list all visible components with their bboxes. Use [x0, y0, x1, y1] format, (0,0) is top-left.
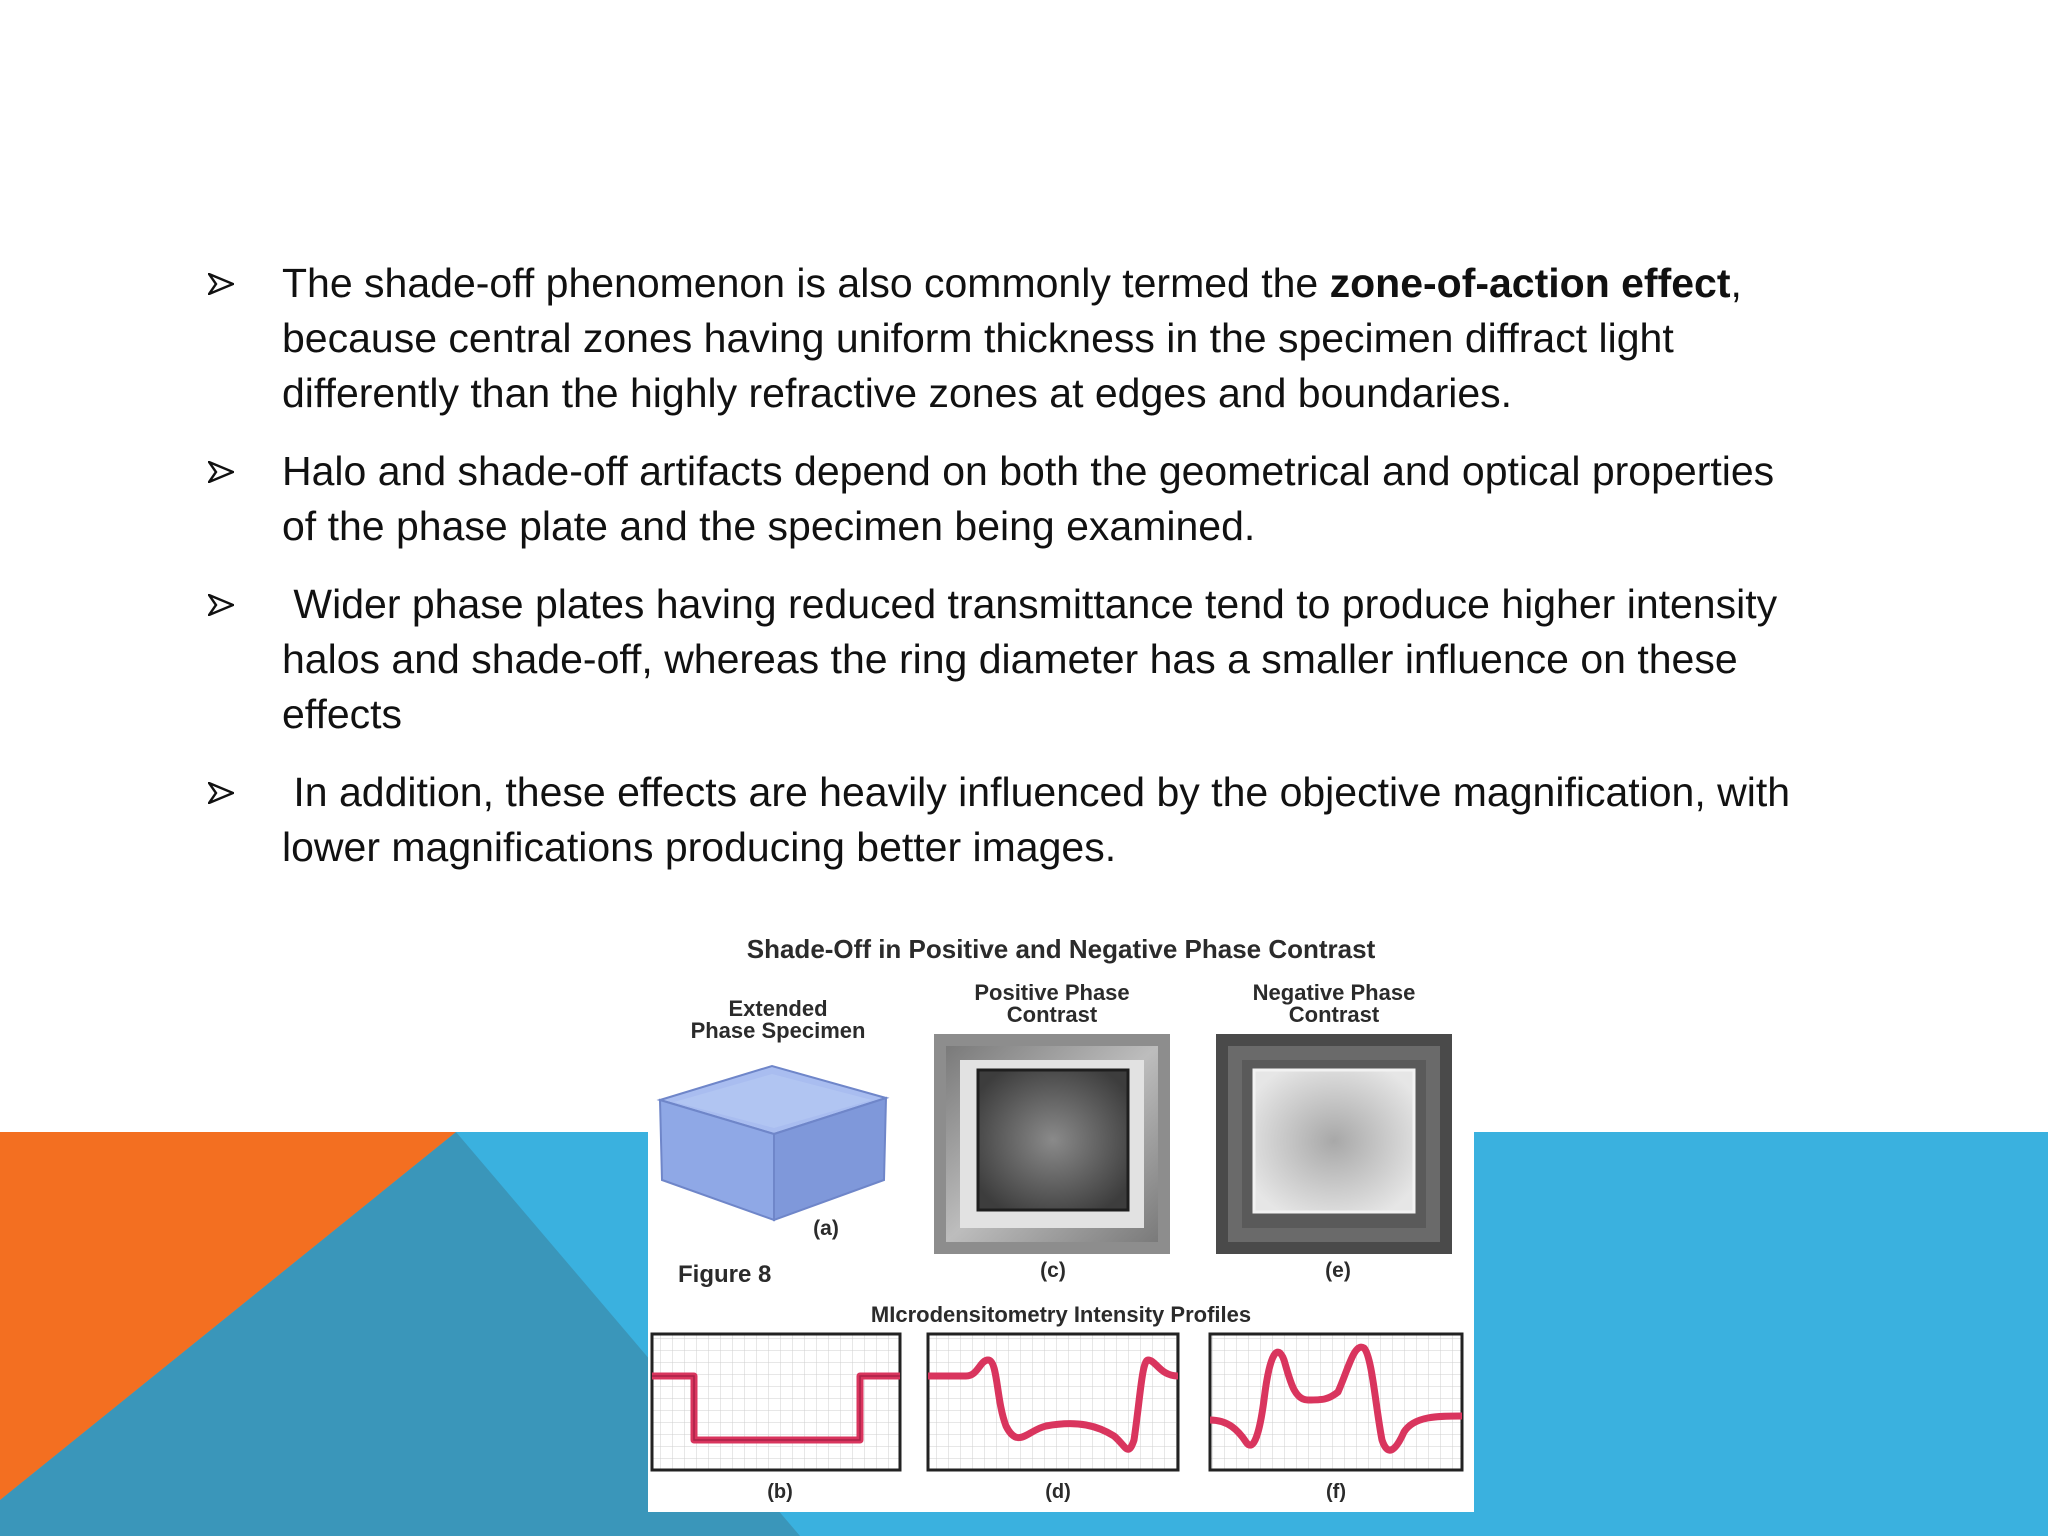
arrow-bullet-icon: [206, 577, 236, 632]
positive-contrast-image: [934, 1034, 1170, 1254]
panel-b-label: (b): [767, 1481, 793, 1503]
negative-contrast-image: [1216, 1034, 1452, 1254]
bullet-text: Halo and shade-off artifacts depend on both the geometrical and optical properties of the phase plate and the specimen being examined.: [282, 448, 1775, 549]
panel-c-label: (c): [1040, 1259, 1066, 1282]
bullet-text-post: , because central zones having uniform thickness in the specimen diffract light differently than the highly refractive zones at edges and boundaries.: [282, 260, 1742, 416]
shade-off-figure: [648, 930, 1474, 1512]
arrow-bullet-icon: [206, 765, 236, 820]
bullet-item: [206, 577, 1816, 742]
specimen-box-icon: [660, 1066, 886, 1220]
profile-d-graph: [928, 1334, 1178, 1470]
profile-f-graph: [1210, 1334, 1462, 1470]
bullet-item: [206, 765, 1816, 875]
panel-e-label: (e): [1325, 1259, 1351, 1282]
negative-label-line2: Contrast: [1288, 1002, 1380, 1027]
figure-title: Shade-Off in Positive and Negative Phase Contrast: [746, 934, 1376, 964]
panel-a-label: (a): [813, 1217, 839, 1240]
figure-graphic: [648, 930, 1474, 1512]
specimen-label-line1: Extended: [728, 996, 828, 1021]
bullet-text: In addition, these effects are heavily influenced by the objective magnification, with lower magnifications producing better images.: [282, 769, 1802, 870]
profile-b-graph: [652, 1334, 900, 1470]
specimen-label-line2: Phase Specimen: [690, 1018, 866, 1043]
bullet-text: Wider phase plates having reduced transmittance tend to produce higher intensity halos and shade-off, whereas the ring diameter has a smaller influence on these effects: [282, 581, 1789, 737]
bullet-text-pre: The shade-off phenomenon is also commonly termed the: [282, 260, 1330, 306]
positive-label-line1: Positive Phase: [974, 980, 1130, 1005]
bullet-text-bold: zone-of-action effect: [1329, 260, 1731, 306]
profiles-title: MIcrodensitometry Intensity Profiles: [870, 1302, 1252, 1327]
positive-label-line2: Contrast: [1006, 1002, 1098, 1027]
panel-f-label: (f): [1326, 1481, 1346, 1503]
arrow-bullet-icon: [206, 256, 236, 311]
arrow-bullet-icon: [206, 444, 236, 499]
bullet-item: [206, 444, 1816, 554]
panel-d-label: (d): [1045, 1481, 1071, 1503]
figure-number-label: Figure 8: [678, 1261, 772, 1288]
bullet-item: [206, 256, 1816, 421]
bullet-list: [206, 256, 1816, 898]
negative-label-line1: Negative Phase: [1252, 980, 1416, 1005]
